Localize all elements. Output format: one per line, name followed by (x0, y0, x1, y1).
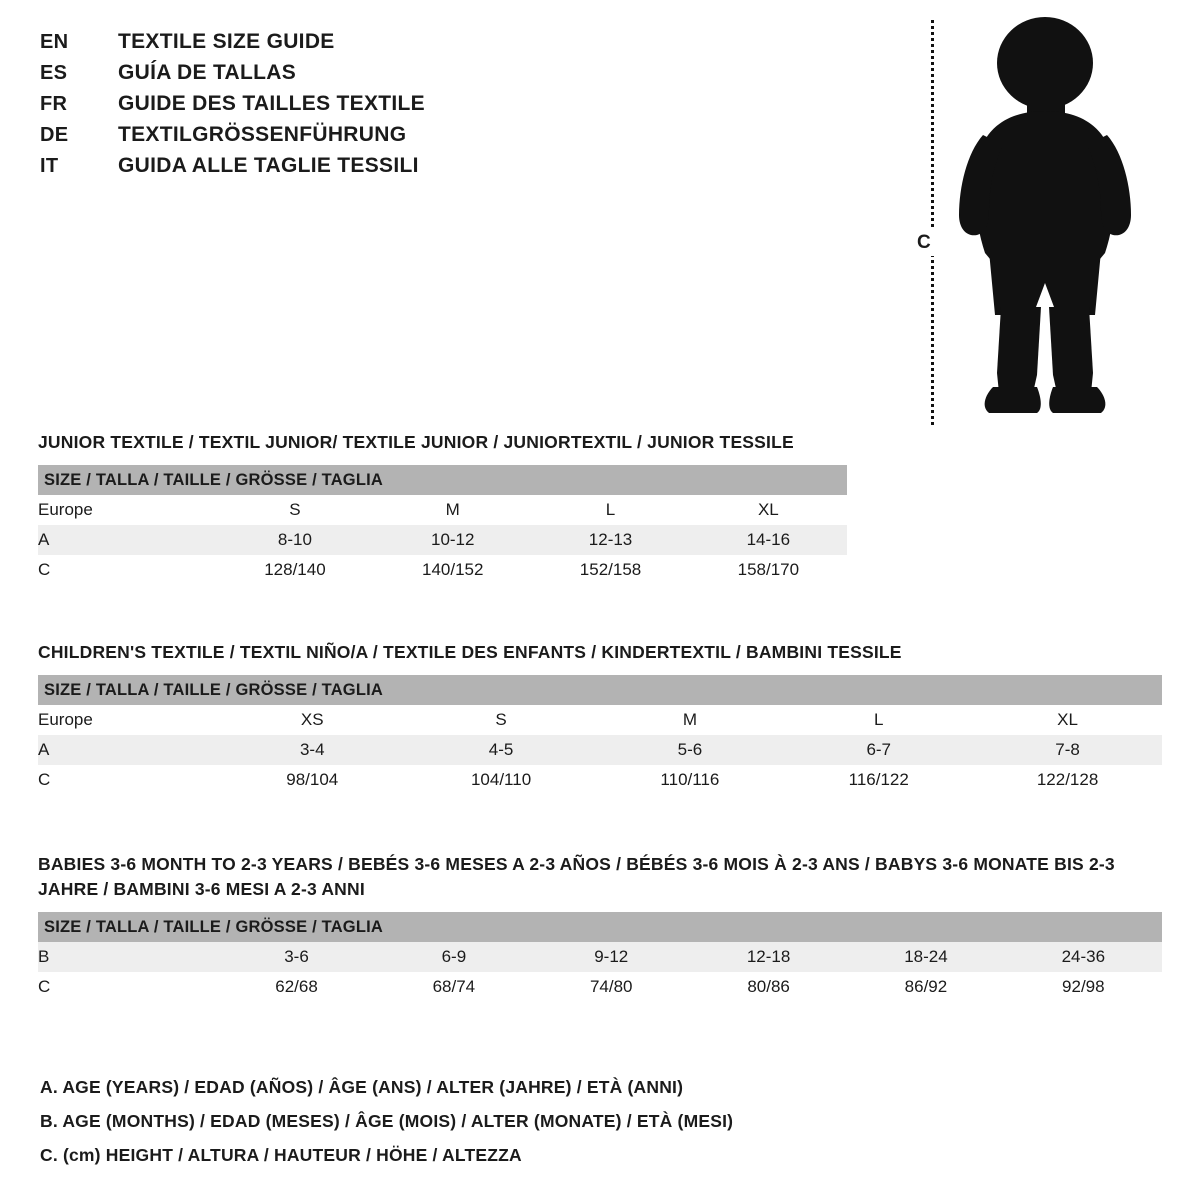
language-row (40, 61, 600, 92)
table-row (38, 735, 1162, 765)
row-value: XL (973, 705, 1162, 735)
language-row (40, 154, 600, 185)
language-title: GUIDE DES TAILLES TEXTILE (118, 92, 425, 115)
table-band-label: SIZE / TALLA / TAILLE / GRÖSSE / TAGLIA (38, 675, 1162, 705)
row-value: 86/92 (847, 972, 1004, 1002)
section-junior (38, 430, 1162, 585)
height-measure-label: C (913, 230, 935, 256)
row-value: 104/110 (407, 765, 596, 795)
table-band-label: SIZE / TALLA / TAILLE / GRÖSSE / TAGLIA (38, 465, 847, 495)
row-value: 3-4 (218, 735, 407, 765)
row-value: M (374, 495, 532, 525)
section-title: CHILDREN'S TEXTILE / TEXTIL NIÑO/A / TEXTILE DES ENFANTS / KINDERTEXTIL / BAMBINI TESSILE (38, 642, 902, 662)
table-row (38, 555, 847, 585)
row-label: A (38, 525, 216, 555)
size-table-junior (38, 465, 847, 585)
legend-row-age-years: A. AGE (YEARS) / EDAD (AÑOS) / ÂGE (ANS) / ALTER (JAHRE) / ETÀ (ANNI) (40, 1077, 684, 1097)
height-measure-line (931, 20, 934, 425)
row-label: B (38, 942, 218, 972)
row-value: 110/116 (595, 765, 784, 795)
table-row (38, 495, 847, 525)
legend (40, 1070, 1040, 1172)
row-label: Europe (38, 705, 218, 735)
row-value: 74/80 (533, 972, 690, 1002)
row-value: 140/152 (374, 555, 532, 585)
size-table-children (38, 675, 1162, 795)
section-babies (38, 852, 1162, 1002)
row-value: 4-5 (407, 735, 596, 765)
row-value: XS (218, 705, 407, 735)
language-title: GUÍA DE TALLAS (118, 61, 297, 84)
legend-row-height: C. (cm) HEIGHT / ALTURA / HAUTEUR / HÖHE / ALTEZZA (40, 1145, 522, 1165)
row-value: L (532, 495, 690, 525)
row-value: 6-7 (784, 735, 973, 765)
language-code: FR (40, 93, 68, 115)
row-value: 24-36 (1005, 942, 1162, 972)
row-label: C (38, 555, 216, 585)
row-value: 9-12 (533, 942, 690, 972)
section-title: JUNIOR TEXTILE / TEXTIL JUNIOR/ TEXTILE JUNIOR / JUNIORTEXTIL / JUNIOR TESSILE (38, 432, 794, 452)
language-code: ES (40, 62, 68, 84)
row-value: 98/104 (218, 765, 407, 795)
row-value: 18-24 (847, 942, 1004, 972)
row-value: 122/128 (973, 765, 1162, 795)
row-value: 3-6 (218, 942, 375, 972)
row-value: S (407, 705, 596, 735)
child-silhouette-icon (945, 15, 1145, 420)
table-row (38, 942, 1162, 972)
table-row (38, 972, 1162, 1002)
language-row (40, 123, 600, 154)
language-title: GUIDA ALLE TAGLIE TESSILI (118, 154, 419, 177)
row-value: XL (689, 495, 847, 525)
language-row (40, 30, 600, 61)
section-children (38, 640, 1162, 795)
row-label: A (38, 735, 218, 765)
height-measure-figure (905, 15, 1145, 420)
language-title: TEXTILE SIZE GUIDE (118, 30, 335, 53)
row-value: 62/68 (218, 972, 375, 1002)
row-value: 152/158 (532, 555, 690, 585)
size-table-babies (38, 912, 1162, 1002)
section-title: BABIES 3-6 MONTH TO 2-3 YEARS / BEBÉS 3-6 MESES A 2-3 AÑOS / BÉBÉS 3-6 MOIS À 2-3 ANS / BABYS 3-6 MONATE BIS 2-3 JAHRE / BAMBINI 3-6 MESI A 2-3 ANNI (38, 854, 1115, 899)
table-row (38, 705, 1162, 735)
legend-row-age-months: B. AGE (MONTHS) / EDAD (MESES) / ÂGE (MOIS) / ALTER (MONATE) / ETÀ (MESI) (40, 1111, 734, 1131)
row-value: M (595, 705, 784, 735)
row-value: 158/170 (689, 555, 847, 585)
row-value: 12-13 (532, 525, 690, 555)
row-value: 10-12 (374, 525, 532, 555)
row-label: C (38, 765, 218, 795)
row-value: 92/98 (1005, 972, 1162, 1002)
table-row (38, 765, 1162, 795)
row-value: S (216, 495, 374, 525)
language-title: TEXTILGRÖSSENFÜHRUNG (118, 123, 407, 146)
table-band-row (38, 465, 847, 495)
row-label: C (38, 972, 218, 1002)
row-value: 8-10 (216, 525, 374, 555)
table-band-row (38, 675, 1162, 705)
row-value: 68/74 (375, 972, 532, 1002)
table-band-row (38, 912, 1162, 942)
row-value: 116/122 (784, 765, 973, 795)
table-row (38, 525, 847, 555)
row-value: 7-8 (973, 735, 1162, 765)
row-value: 6-9 (375, 942, 532, 972)
row-label: Europe (38, 495, 216, 525)
language-code: DE (40, 124, 69, 146)
language-title-list (40, 30, 600, 185)
row-value: 5-6 (595, 735, 784, 765)
row-value: L (784, 705, 973, 735)
language-row (40, 92, 600, 123)
language-code: IT (40, 155, 59, 177)
row-value: 12-18 (690, 942, 847, 972)
language-code: EN (40, 31, 69, 53)
row-value: 14-16 (689, 525, 847, 555)
table-band-label: SIZE / TALLA / TAILLE / GRÖSSE / TAGLIA (38, 912, 1162, 942)
row-value: 80/86 (690, 972, 847, 1002)
row-value: 128/140 (216, 555, 374, 585)
